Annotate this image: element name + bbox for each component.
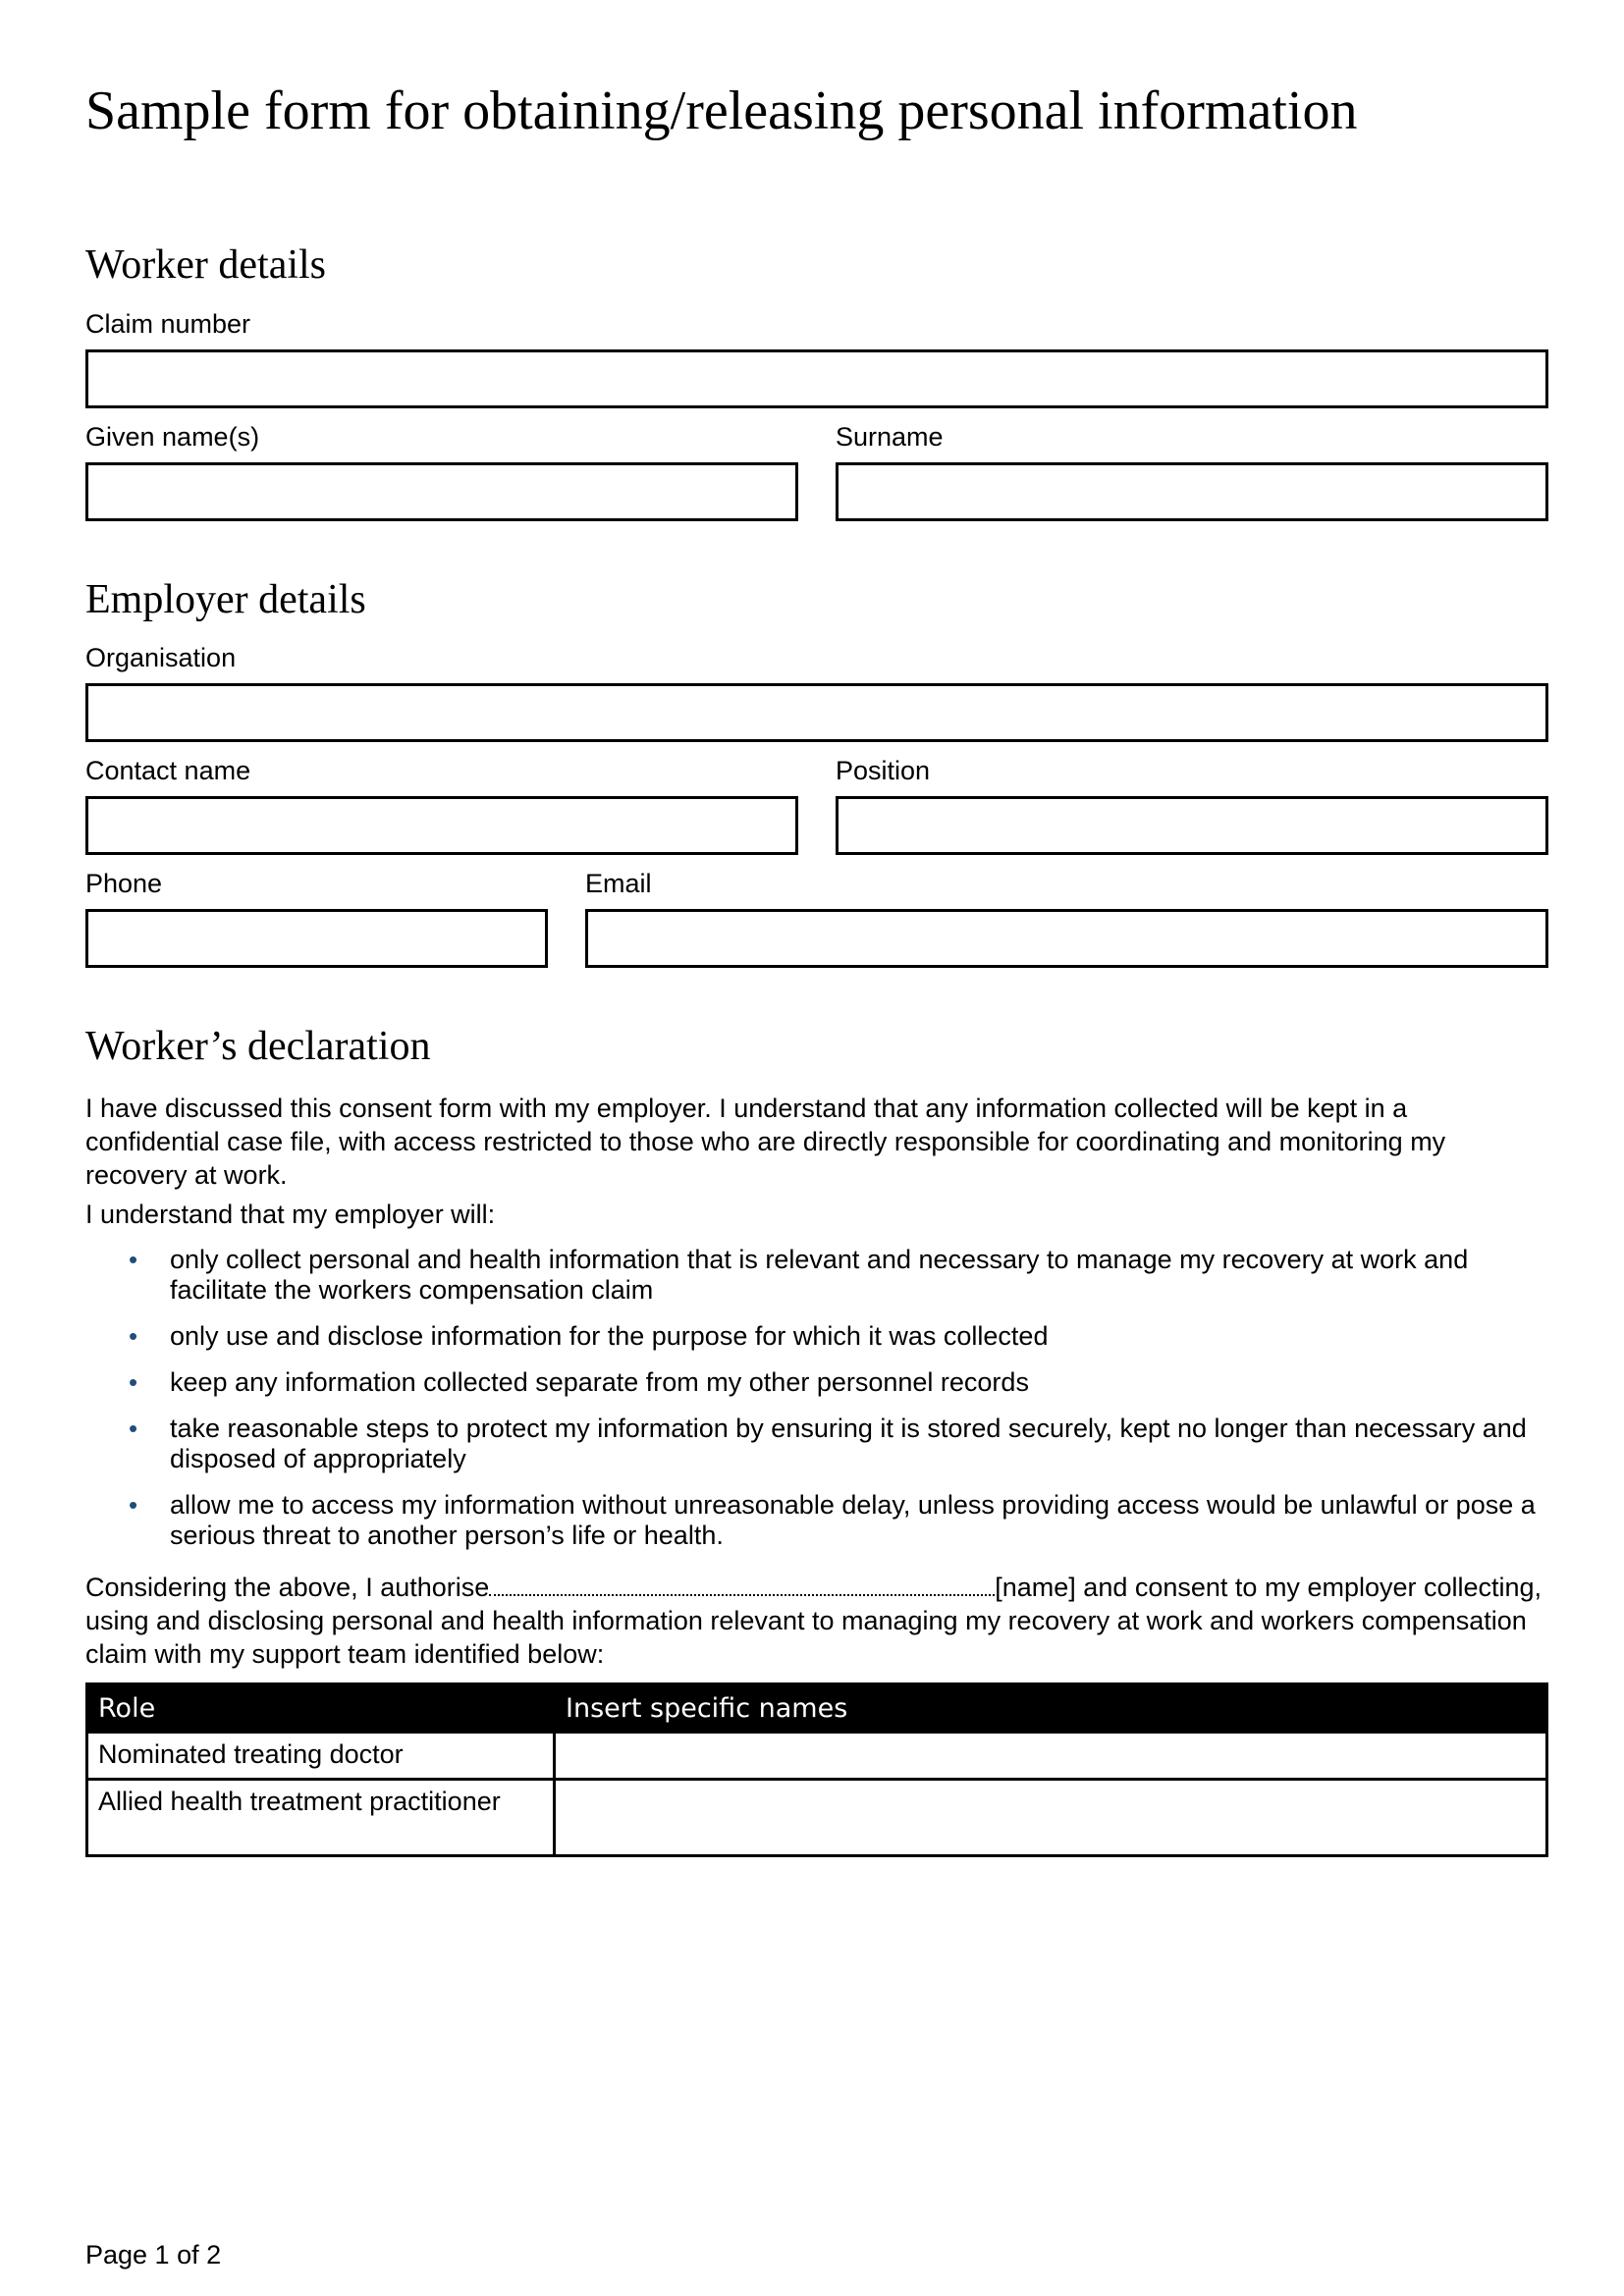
page-title: Sample form for obtaining/releasing personal information: [85, 80, 1358, 141]
organisation-field[interactable]: [85, 683, 1548, 742]
list-item: • only use and disclose information for the purpose for which it was collected: [129, 1321, 1049, 1351]
bullet-icon: •: [129, 1245, 138, 1274]
employer-obligations-list: [85, 1245, 1548, 1567]
bullet-icon: •: [129, 1490, 138, 1520]
name-entry-cell[interactable]: [555, 1780, 1547, 1856]
declaration-paragraph: I have discussed this consent form with my employer. I understand that any information collected will be kept in a confidential case file, with access restricted to those who are directly responsible for coordinating and monitoring my recovery at work.: [85, 1094, 1446, 1190]
phone-label: Phone: [85, 869, 163, 898]
surname-field[interactable]: [836, 462, 1548, 521]
email-label: Email: [585, 869, 652, 898]
given-names-field[interactable]: [85, 462, 798, 521]
claim-number-field[interactable]: [85, 349, 1548, 408]
contact-name-field[interactable]: [85, 796, 798, 855]
names-column-header: Insert specific names: [555, 1684, 1547, 1733]
claim-number-label: Claim number: [85, 309, 251, 339]
table-row: [87, 1780, 1547, 1856]
position-label: Position: [836, 756, 931, 785]
consent-text-before: Considering the above, I authorise: [85, 1573, 490, 1602]
position-field[interactable]: [836, 796, 1548, 855]
bullet-icon: •: [129, 1367, 138, 1397]
table-header-row: [87, 1684, 1547, 1733]
role-cell: Allied health treatment practitioner: [87, 1780, 555, 1856]
bullet-icon: •: [129, 1321, 138, 1351]
list-item: • allow me to access my information without unreasonable delay, unless providing access would be unlawful or pose a serious threat to another person’s life or health.: [129, 1490, 1536, 1550]
worker-details-heading: Worker details: [85, 242, 327, 288]
list-item: • only collect personal and health information that is relevant and necessary to manage my recovery at work and facilitate the workers compensation claim: [129, 1245, 1469, 1305]
employer-details-heading: Employer details: [85, 577, 366, 622]
consent-text-after: [name] and consent to my employer collecting, using and disclosing personal and health information relevant to managing my recovery at work and workers compensation claim with my support team identified below:: [85, 1573, 1543, 1669]
declaration-heading: Worker’s declaration: [85, 1024, 431, 1069]
employer-will-intro: I understand that my employer will:: [85, 1200, 496, 1229]
role-cell: Nominated treating doctor: [87, 1733, 555, 1780]
consent-statement: [85, 1571, 1558, 1671]
list-item: • take reasonable steps to protect my information by ensuring it is stored securely, kept no longer than necessary and disposed of appropriately: [129, 1414, 1527, 1473]
contact-name-label: Contact name: [85, 756, 251, 785]
given-names-label: Given name(s): [85, 422, 260, 452]
support-team-table: [85, 1682, 1548, 1857]
surname-label: Surname: [836, 422, 944, 452]
page-number: Page 1 of 2: [85, 2240, 222, 2269]
email-field[interactable]: [585, 909, 1548, 968]
name-entry-cell[interactable]: [555, 1733, 1547, 1780]
phone-field[interactable]: [85, 909, 548, 968]
organisation-label: Organisation: [85, 643, 237, 672]
authorised-name-field[interactable]: [489, 1573, 995, 1596]
bullet-icon: •: [129, 1414, 138, 1443]
table-row: [87, 1733, 1547, 1780]
role-column-header: Role: [87, 1684, 555, 1733]
list-item: • keep any information collected separate from my other personnel records: [129, 1367, 1029, 1397]
